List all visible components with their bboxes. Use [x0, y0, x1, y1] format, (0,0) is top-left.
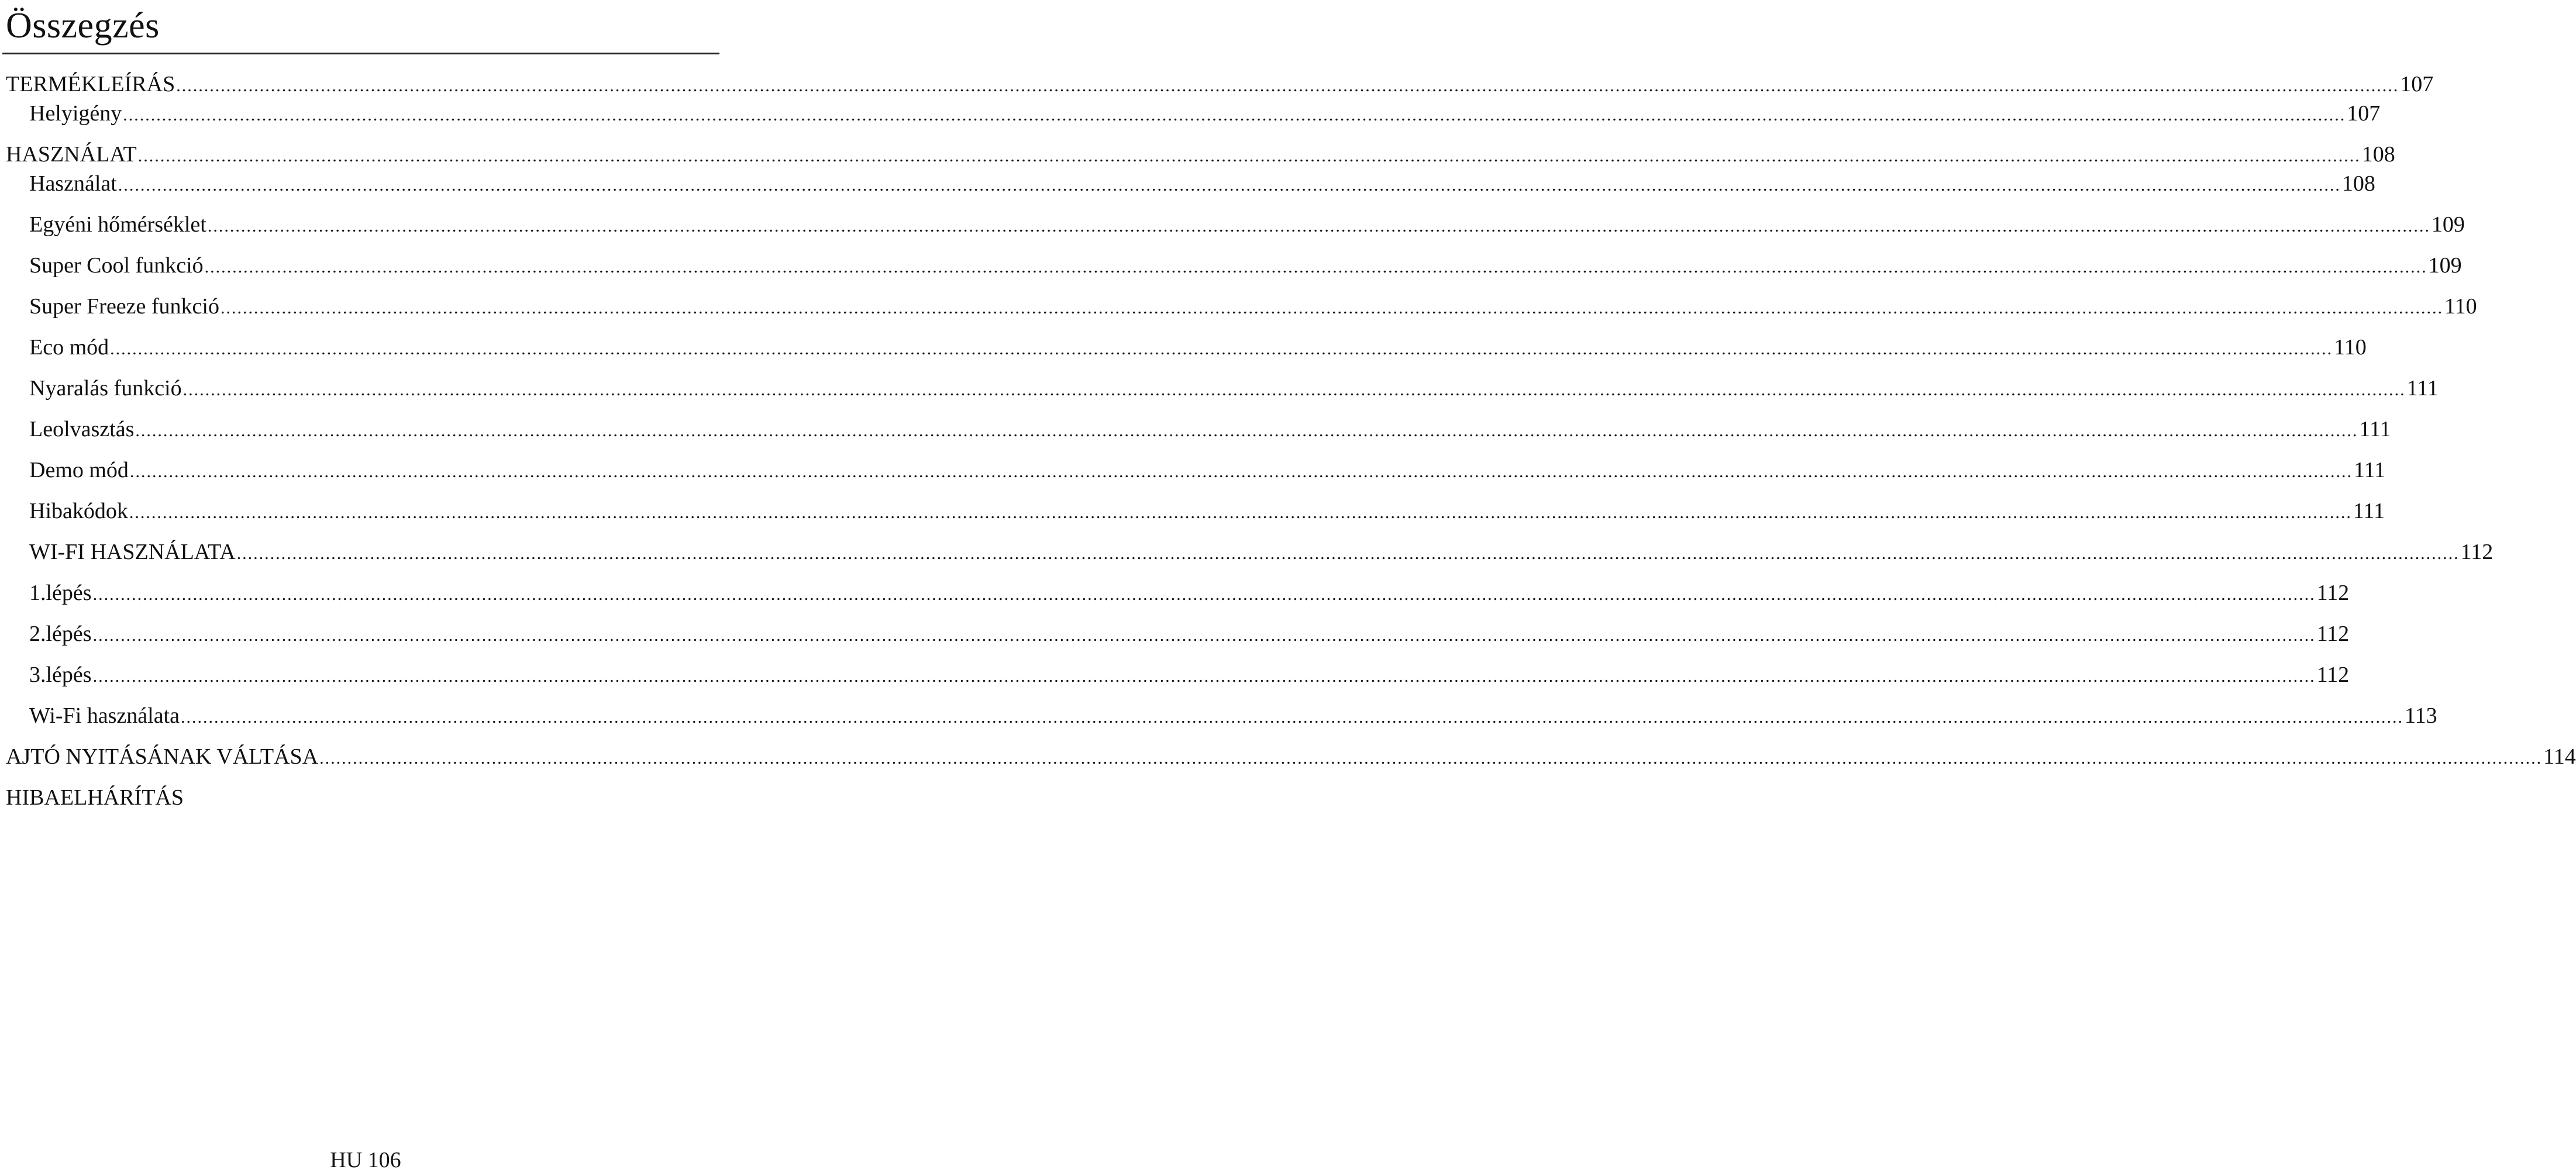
toc-dot-leader: ................................................................................................................................................................................................................................................................................................................................................................................................................: [176, 76, 2399, 95]
toc-entry-page-number: 112: [2316, 663, 2350, 687]
toc-entry-label: HASZNÁLAT: [6, 142, 137, 167]
toc-entry[interactable]: [6, 784, 728, 812]
toc-entry-label: Egyéni hőmérséklet: [29, 212, 206, 237]
toc-entry[interactable]: [29, 497, 2385, 525]
toc-entry-page-number: 112: [2316, 581, 2350, 605]
toc-dot-leader: ................................................................................................................................................................................................................................................................................................................................................................................................................: [236, 544, 2460, 563]
toc-entry-page-number: 107: [2400, 72, 2434, 96]
toc-entry-label: Wi-Fi használata: [29, 703, 180, 728]
toc-entry-label: 2.lépés: [29, 622, 92, 646]
toc-entry[interactable]: [29, 251, 2462, 280]
toc-entry-label: Hibakódok: [29, 499, 128, 523]
toc-entry-label: 3.lépés: [29, 663, 92, 687]
toc-entry-label: HIBAELHÁRÍTÁS: [6, 785, 184, 810]
toc-dot-leader: ................................................................................................................................................................................................................................................................................................................................................................................................................: [123, 105, 2346, 125]
toc-entry-page-number: 114: [2543, 744, 2576, 769]
toc-dot-leader: ................................................................................................................................................................................................................................................................................................................................................................................................................: [182, 380, 2406, 399]
toc-entry-label: Helyigény: [29, 101, 122, 126]
toc-entry-label: Használat: [29, 171, 117, 196]
toc-dot-leader: ................................................................................................................................................................................................................................................................................................................................................................................................................: [129, 462, 2353, 481]
toc-entry[interactable]: [29, 333, 2367, 361]
toc-entry-page-number: 109: [2428, 253, 2462, 278]
toc-entry-page-number: 110: [2444, 294, 2477, 319]
toc-entry-label: Nyaralás funkció: [29, 376, 182, 401]
toc-entry[interactable]: [29, 170, 2375, 198]
toc-dot-leader: ................................................................................................................................................................................................................................................................................................................................................................................................................: [319, 748, 2543, 768]
toc-entry-label: TERMÉKLEÍRÁS: [6, 72, 175, 96]
toc-dot-leader: ................................................................................................................................................................................................................................................................................................................................................................................................................: [92, 626, 2316, 645]
toc-entry[interactable]: [29, 415, 2391, 443]
toc-entry-page-number: 111: [2353, 499, 2385, 523]
toc-entry-label: Super Freeze funkció: [29, 294, 219, 319]
toc-dot-leader: ................................................................................................................................................................................................................................................................................................................................................................................................................: [110, 339, 2333, 358]
toc-entry[interactable]: [29, 456, 2386, 484]
toc-entry[interactable]: [29, 579, 2350, 607]
toc-entry-label: 1.lépés: [29, 581, 92, 605]
toc-entry-label: Eco mód: [29, 335, 109, 360]
toc-entry[interactable]: [29, 374, 2439, 402]
toc-entry[interactable]: [29, 702, 2437, 730]
toc-entry-page-number: 113: [2404, 703, 2437, 728]
page-title: Összegzés: [6, 6, 160, 46]
toc-entry-page-number: 111: [2359, 417, 2391, 441]
toc-entry-page-number: 109: [2431, 212, 2465, 237]
toc-entry[interactable]: [29, 211, 2465, 239]
toc-entry[interactable]: [29, 620, 2350, 648]
toc-entry[interactable]: [29, 538, 2494, 566]
toc-entry-page-number: 108: [2341, 171, 2375, 196]
toc-entry[interactable]: [29, 661, 2350, 689]
toc-entry-label: Demo mód: [29, 458, 129, 482]
toc-dot-leader: ................................................................................................................................................................................................................................................................................................................................................................................................................: [92, 667, 2316, 686]
toc-entry[interactable]: [29, 99, 2381, 127]
toc-entry-label: AJTÓ NYITÁSÁNAK VÁLTÁSA: [6, 744, 319, 769]
toc-dot-leader: ................................................................................................................................................................................................................................................................................................................................................................................................................: [129, 503, 2352, 522]
toc-entry-page-number: 111: [2353, 458, 2386, 482]
toc-entry[interactable]: [6, 743, 2576, 771]
toc-entry[interactable]: [29, 292, 2477, 320]
toc-entry-page-number: 111: [2406, 376, 2439, 401]
toc-entry-page-number: 110: [2334, 335, 2367, 360]
toc-dot-leader: ................................................................................................................................................................................................................................................................................................................................................................................................................: [135, 421, 2358, 440]
toc-entry-page-number: 112: [2316, 622, 2350, 646]
toc-dot-leader: ................................................................................................................................................................................................................................................................................................................................................................................................................: [118, 175, 2341, 195]
toc-dot-leader: ................................................................................................................................................................................................................................................................................................................................................................................................................: [92, 585, 2316, 604]
toc-dot-leader: ................................................................................................................................................................................................................................................................................................................................................................................................................: [204, 257, 2427, 277]
toc-entry-label: Super Cool funkció: [29, 253, 204, 278]
page-footer: HU 106: [330, 1148, 401, 1172]
toc-entry-page-number: 112: [2460, 540, 2494, 564]
toc-entry-label: Leolvasztás: [29, 417, 135, 441]
toc-entry-page-number: 108: [2361, 142, 2395, 167]
toc-dot-leader: ................................................................................................................................................................................................................................................................................................................................................................................................................: [207, 216, 2430, 236]
toc-dot-leader: ................................................................................................................................................................................................................................................................................................................................................................................................................: [180, 708, 2403, 727]
toc-entry-label: WI-FI HASZNÁLATA: [29, 540, 236, 564]
toc-dot-leader: ................................................................................................................................................................................................................................................................................................................................................................................................................: [137, 146, 2361, 165]
toc-entry[interactable]: [6, 70, 2434, 98]
toc-entry[interactable]: [6, 140, 2395, 168]
toc-dot-leader: ................................................................................................................................................................................................................................................................................................................................................................................................................: [221, 298, 2443, 318]
toc-entry-page-number: 107: [2347, 101, 2381, 126]
